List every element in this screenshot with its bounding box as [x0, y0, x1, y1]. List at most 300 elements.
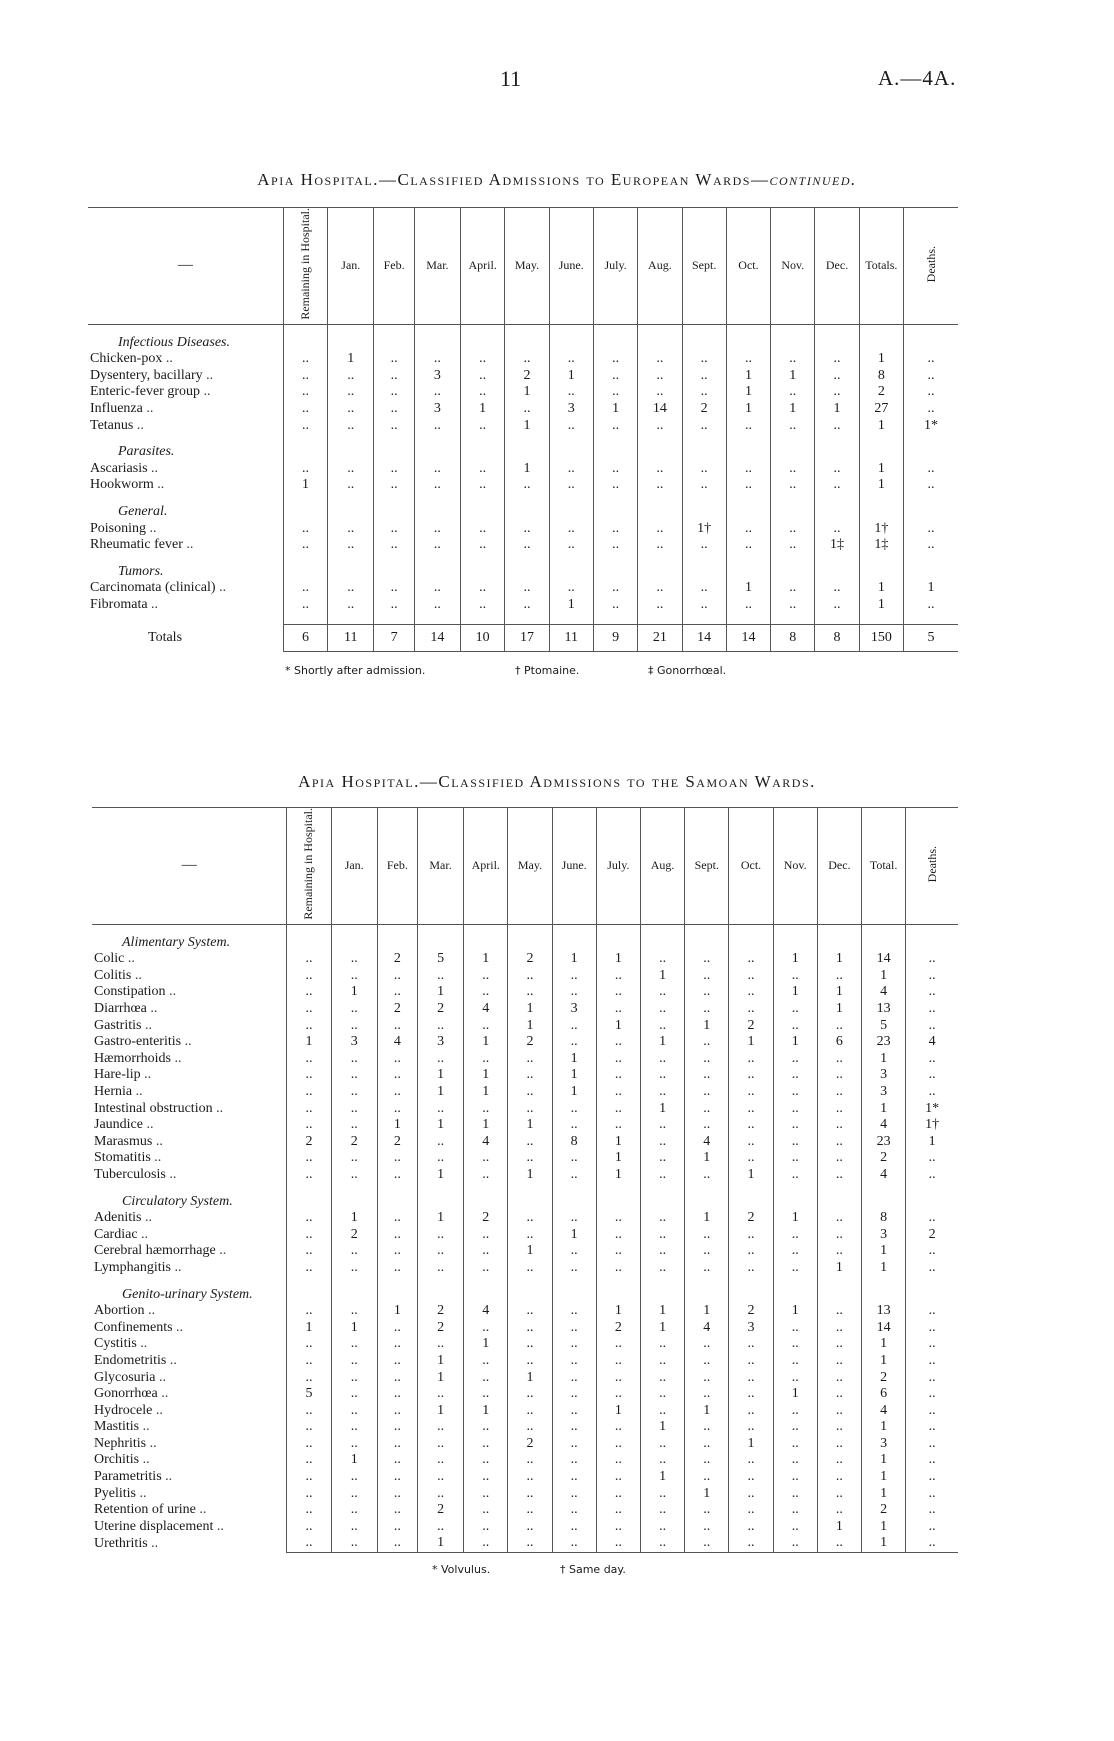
- totals-cell: 11: [549, 624, 593, 651]
- table-cell: ..: [817, 1210, 861, 1227]
- table-row: [92, 1227, 958, 1244]
- table-cell: 1: [817, 1260, 861, 1277]
- table-cell: 5: [287, 1386, 331, 1403]
- row-label: Gastritis ..: [94, 1017, 152, 1033]
- column-header: [726, 208, 770, 325]
- table-cell: 1: [508, 1370, 552, 1387]
- table-cell: 1: [862, 968, 906, 985]
- table-cell: ..: [815, 461, 859, 478]
- table-cell: 1: [773, 984, 817, 1001]
- column-header: [638, 208, 682, 325]
- table-cell: 1: [862, 1469, 906, 1486]
- table-cell: ..: [287, 1469, 331, 1486]
- table-cell: 2: [377, 951, 417, 968]
- table-cell: ..: [283, 368, 327, 385]
- table-cell: ..: [729, 1150, 773, 1167]
- table-cell: ..: [682, 418, 726, 435]
- table-cell: ..: [906, 1502, 958, 1519]
- table-cell: ..: [773, 1018, 817, 1035]
- table-cell: ..: [331, 1353, 377, 1370]
- table-row: [92, 1084, 958, 1101]
- row-label: Diarrhœa ..: [94, 1001, 158, 1017]
- table-cell: ..: [287, 1353, 331, 1370]
- section-heading-row: [88, 504, 958, 521]
- row-label: Hydrocele ..: [94, 1402, 163, 1418]
- spacer-row: [92, 924, 958, 935]
- row-label: Orchitis ..: [94, 1452, 150, 1468]
- table-cell: 1: [596, 1167, 640, 1184]
- table-cell: ..: [464, 1436, 508, 1453]
- table-cell: 1: [596, 1134, 640, 1151]
- table-cell: ..: [552, 1210, 596, 1227]
- totals-label: Totals: [148, 629, 183, 645]
- table-cell: ..: [414, 537, 460, 554]
- table-cell: ..: [596, 1486, 640, 1503]
- table-cell: ..: [729, 1336, 773, 1353]
- table-cell: ..: [640, 1370, 684, 1387]
- table-cell: 1: [640, 1101, 684, 1118]
- table-cell: ..: [729, 1502, 773, 1519]
- spacer-row: [92, 1277, 958, 1287]
- table-cell: ..: [906, 1452, 958, 1469]
- column-header: [640, 808, 684, 925]
- table-cell: ..: [640, 1150, 684, 1167]
- table-row: [92, 1101, 958, 1118]
- table-cell: ..: [464, 1101, 508, 1118]
- table-cell: 1: [417, 1210, 463, 1227]
- table-cell: 4: [862, 1167, 906, 1184]
- column-header: [287, 808, 331, 925]
- column-header: [596, 808, 640, 925]
- table-cell: 1: [862, 1419, 906, 1436]
- table-cell: ..: [331, 1436, 377, 1453]
- table-cell: ..: [596, 968, 640, 985]
- row-label: Hookworm ..: [90, 477, 165, 493]
- table-cell: ..: [726, 418, 770, 435]
- table-cell: ..: [729, 1452, 773, 1469]
- table-cell: ..: [817, 1243, 861, 1260]
- table-cell: ..: [283, 401, 327, 418]
- table-cell: 1: [817, 1001, 861, 1018]
- table-cell: ..: [552, 1101, 596, 1118]
- table-cell: ..: [331, 1303, 377, 1320]
- table-cell: ..: [906, 1051, 958, 1068]
- table-cell: 2: [287, 1134, 331, 1151]
- section-heading-circulatory-system: Circulatory System.: [122, 1193, 233, 1209]
- table-cell: ..: [817, 1067, 861, 1084]
- table-cell: ..: [815, 580, 859, 597]
- table-cell: 1†: [906, 1117, 958, 1134]
- table-cell: 3: [729, 1320, 773, 1337]
- table-cell: ..: [287, 1243, 331, 1260]
- table-cell: ..: [685, 1386, 729, 1403]
- table-cell: ..: [414, 477, 460, 494]
- table-cell: ..: [508, 1519, 552, 1536]
- table-cell: ..: [287, 1227, 331, 1244]
- table-cell: 4: [685, 1320, 729, 1337]
- table-cell: ..: [552, 1034, 596, 1051]
- section-heading-row: [88, 564, 958, 581]
- column-header: [815, 208, 859, 325]
- table-cell: ..: [773, 1260, 817, 1277]
- totals-row: [88, 624, 958, 651]
- table-cell: ..: [638, 580, 682, 597]
- table-cell: 4: [464, 1134, 508, 1151]
- table-cell: ..: [685, 1353, 729, 1370]
- table-cell: 2: [862, 1150, 906, 1167]
- table-cell: 1: [508, 1001, 552, 1018]
- row-label: Retention of urine ..: [94, 1502, 207, 1518]
- table-cell: ..: [640, 1134, 684, 1151]
- table-cell: 3: [549, 401, 593, 418]
- table-cell: ..: [508, 1101, 552, 1118]
- table-cell: ..: [287, 1436, 331, 1453]
- table-cell: ..: [331, 1419, 377, 1436]
- table-cell: 2: [417, 1320, 463, 1337]
- table-cell: ..: [552, 1403, 596, 1420]
- table-cell: 8: [859, 368, 903, 385]
- table-cell: ..: [817, 1134, 861, 1151]
- table-cell: ..: [817, 1018, 861, 1035]
- row-label: Dysentery, bacillary ..: [90, 367, 214, 383]
- table-cell: ..: [328, 384, 374, 401]
- table-cell: 1: [862, 1243, 906, 1260]
- totals-cell: 8: [815, 624, 859, 651]
- column-header-label: July.: [607, 858, 630, 873]
- table-cell: ..: [906, 984, 958, 1001]
- page-number: 11: [500, 66, 522, 91]
- table-cell: ..: [549, 580, 593, 597]
- table-cell: ..: [729, 984, 773, 1001]
- table-row: [88, 521, 958, 538]
- table-cell: ..: [593, 368, 637, 385]
- column-header: [817, 808, 861, 925]
- section-heading-row: [92, 1287, 958, 1304]
- table-cell: ..: [906, 1386, 958, 1403]
- table-cell: 14: [638, 401, 682, 418]
- table-cell: 3: [862, 1084, 906, 1101]
- column-header-label: Jan.: [344, 858, 364, 873]
- column-header: [374, 208, 414, 325]
- table-cell: ..: [773, 968, 817, 985]
- table-cell: ..: [552, 1436, 596, 1453]
- table-cell: ..: [640, 1353, 684, 1370]
- row-label: Chicken-pox ..: [90, 351, 173, 367]
- table-cell: ..: [464, 1260, 508, 1277]
- table-cell: ..: [906, 1243, 958, 1260]
- samoan-footnote-1: * Volvulus.: [432, 1563, 491, 1576]
- table-cell: 1: [859, 351, 903, 368]
- table-cell: 3: [417, 1034, 463, 1051]
- table-cell: ..: [638, 368, 682, 385]
- table-row: [88, 368, 958, 385]
- table-cell: 4: [685, 1134, 729, 1151]
- table-cell: ..: [773, 1051, 817, 1068]
- table-cell: ..: [331, 1067, 377, 1084]
- table-cell: 1: [817, 1519, 861, 1536]
- table-row: [92, 1419, 958, 1436]
- table-cell: ..: [374, 368, 414, 385]
- table-cell: 1: [596, 1018, 640, 1035]
- table-cell: ..: [508, 1403, 552, 1420]
- table-row: [92, 1001, 958, 1018]
- table-cell: ..: [904, 477, 959, 494]
- table-cell: ..: [906, 1150, 958, 1167]
- table-cell: ..: [771, 477, 815, 494]
- table-cell: ..: [817, 968, 861, 985]
- table-cell: 1: [862, 1452, 906, 1469]
- table-cell: ..: [682, 351, 726, 368]
- table-cell: ..: [331, 1502, 377, 1519]
- table-cell: ..: [640, 1535, 684, 1552]
- table-cell: ..: [287, 1067, 331, 1084]
- table-row: [88, 537, 958, 554]
- row-label: Pyelitis ..: [94, 1485, 147, 1501]
- table-cell: ..: [287, 1452, 331, 1469]
- table-cell: 4: [377, 1034, 417, 1051]
- table-cell: ..: [374, 521, 414, 538]
- table-cell: ..: [773, 1117, 817, 1134]
- table-row: [92, 1210, 958, 1227]
- table-cell: ..: [771, 580, 815, 597]
- table-cell: 3: [862, 1067, 906, 1084]
- table-cell: ..: [640, 1486, 684, 1503]
- row-label: Colitis ..: [94, 967, 142, 983]
- table-cell: ..: [331, 1051, 377, 1068]
- table-cell: ..: [508, 984, 552, 1001]
- table-cell: 1: [464, 1084, 508, 1101]
- table-cell: ..: [906, 1018, 958, 1035]
- column-header: [461, 208, 505, 325]
- table-cell: ..: [773, 1243, 817, 1260]
- table-cell: ..: [549, 384, 593, 401]
- column-header: [283, 208, 327, 325]
- row-label: Mastitis ..: [94, 1419, 150, 1435]
- table-cell: ..: [287, 1150, 331, 1167]
- table-cell: ..: [287, 1101, 331, 1118]
- table-cell: 1: [859, 418, 903, 435]
- table-cell: 1: [685, 1018, 729, 1035]
- table-cell: 1: [417, 984, 463, 1001]
- table-cell: 14: [862, 951, 906, 968]
- table-cell: ..: [640, 1452, 684, 1469]
- table-cell: 1: [773, 1386, 817, 1403]
- table-cell: ..: [596, 1243, 640, 1260]
- table-cell: ..: [817, 1101, 861, 1118]
- table-cell: 1†: [682, 521, 726, 538]
- table-cell: 1: [417, 1067, 463, 1084]
- table-cell: ..: [461, 521, 505, 538]
- table-cell: 3: [552, 1001, 596, 1018]
- totals-cell: 150: [859, 624, 903, 651]
- table-cell: ..: [596, 1101, 640, 1118]
- table-cell: ..: [729, 1001, 773, 1018]
- table-cell: 13: [862, 1303, 906, 1320]
- table-cell: 1: [552, 1067, 596, 1084]
- table-cell: ..: [287, 984, 331, 1001]
- column-header-label: Sept.: [691, 258, 717, 273]
- table-cell: ..: [508, 1134, 552, 1151]
- table-cell: ..: [904, 521, 959, 538]
- table-cell: 1: [417, 1403, 463, 1420]
- table-cell: ..: [685, 1117, 729, 1134]
- row-label: Nephritis ..: [94, 1435, 157, 1451]
- table-cell: ..: [508, 1452, 552, 1469]
- table-cell: 2: [417, 1303, 463, 1320]
- column-header: [859, 208, 903, 325]
- table-cell: ..: [461, 351, 505, 368]
- table-cell: ..: [374, 477, 414, 494]
- table-cell: 2: [505, 368, 549, 385]
- table-cell: ..: [815, 368, 859, 385]
- table-cell: ..: [508, 1502, 552, 1519]
- row-label: Marasmus ..: [94, 1133, 163, 1149]
- table-cell: ..: [414, 461, 460, 478]
- totals-cell: 21: [638, 624, 682, 651]
- table-cell: ..: [904, 351, 959, 368]
- table-row: [88, 351, 958, 368]
- table-cell: ..: [771, 461, 815, 478]
- table-cell: 1: [377, 1303, 417, 1320]
- table-cell: 1: [461, 401, 505, 418]
- table-cell: ..: [640, 1227, 684, 1244]
- totals-cell: 10: [461, 624, 505, 651]
- table-cell: ..: [817, 1167, 861, 1184]
- table-cell: ..: [906, 1001, 958, 1018]
- column-header: [328, 208, 374, 325]
- table-cell: ..: [417, 1018, 463, 1035]
- table-cell: 1†: [859, 521, 903, 538]
- table-cell: 1: [596, 951, 640, 968]
- table-cell: ..: [464, 1167, 508, 1184]
- table-cell: ..: [461, 477, 505, 494]
- table-cell: ..: [815, 384, 859, 401]
- section-heading-genito-urinary-system: Genito-urinary System.: [122, 1286, 253, 1302]
- table-cell: ..: [461, 597, 505, 614]
- table-row: [92, 1370, 958, 1387]
- table-cell: ..: [331, 1370, 377, 1387]
- table-cell: ..: [773, 1067, 817, 1084]
- table-cell: ..: [464, 1243, 508, 1260]
- samoan-wards-table: [92, 807, 958, 1553]
- table-row: [92, 1320, 958, 1337]
- table-cell: 2: [906, 1227, 958, 1244]
- table-cell: ..: [904, 597, 959, 614]
- table-cell: 8: [862, 1210, 906, 1227]
- column-header-label: Jan.: [341, 258, 361, 273]
- table-cell: ..: [682, 597, 726, 614]
- table-cell: ..: [417, 1243, 463, 1260]
- table-cell: 1: [862, 1486, 906, 1503]
- table-cell: ..: [287, 1018, 331, 1035]
- table-cell: 1: [859, 597, 903, 614]
- table-cell: ..: [817, 1436, 861, 1453]
- table-cell: ..: [638, 384, 682, 401]
- table-cell: 1: [726, 580, 770, 597]
- table-cell: ..: [331, 1486, 377, 1503]
- table-cell: 1: [640, 1303, 684, 1320]
- column-header: [729, 808, 773, 925]
- table-cell: ..: [464, 1370, 508, 1387]
- table-cell: ..: [508, 1419, 552, 1436]
- table-cell: 1: [859, 477, 903, 494]
- table-cell: ..: [640, 1403, 684, 1420]
- table-cell: ..: [773, 1403, 817, 1420]
- row-label: Poisoning ..: [90, 520, 157, 536]
- table-cell: ..: [508, 1150, 552, 1167]
- column-header-label: Nov.: [783, 858, 807, 873]
- row-label: Lymphangitis ..: [94, 1259, 182, 1275]
- table-cell: 1: [287, 1320, 331, 1337]
- table-cell: ..: [549, 461, 593, 478]
- table-cell: ..: [817, 1452, 861, 1469]
- table-cell: ..: [417, 1419, 463, 1436]
- table-cell: ..: [773, 1353, 817, 1370]
- table-cell: ..: [906, 1303, 958, 1320]
- table-cell: 3: [414, 368, 460, 385]
- table-row: [92, 1353, 958, 1370]
- table-cell: ..: [549, 351, 593, 368]
- table-cell: ..: [461, 461, 505, 478]
- table-cell: 1: [464, 1117, 508, 1134]
- table-cell: 1: [817, 951, 861, 968]
- table-cell: ..: [552, 1336, 596, 1353]
- table-cell: ..: [552, 1386, 596, 1403]
- table-cell: 1: [593, 401, 637, 418]
- table-cell: ..: [377, 1067, 417, 1084]
- table-cell: ..: [417, 1386, 463, 1403]
- table-cell: 1: [817, 984, 861, 1001]
- row-label: Constipation ..: [94, 984, 177, 1000]
- table-cell: ..: [904, 384, 959, 401]
- table-cell: ..: [906, 1067, 958, 1084]
- table-cell: ..: [640, 1436, 684, 1453]
- table-cell: ..: [417, 1051, 463, 1068]
- table-cell: ..: [331, 1336, 377, 1353]
- table-cell: ..: [726, 351, 770, 368]
- table-cell: ..: [464, 1227, 508, 1244]
- table-cell: ..: [377, 1452, 417, 1469]
- table-cell: ..: [638, 597, 682, 614]
- table-cell: ..: [638, 351, 682, 368]
- table-cell: ..: [377, 1386, 417, 1403]
- table-cell: ..: [685, 1419, 729, 1436]
- table-cell: 1: [685, 1303, 729, 1320]
- table-cell: ..: [817, 1303, 861, 1320]
- table-cell: 1: [640, 968, 684, 985]
- table-cell: ..: [464, 1519, 508, 1536]
- table-cell: ..: [773, 1370, 817, 1387]
- table-cell: ..: [729, 951, 773, 968]
- table-cell: ..: [640, 1502, 684, 1519]
- table-cell: ..: [906, 1419, 958, 1436]
- table-cell: ..: [508, 1051, 552, 1068]
- table-row: [88, 418, 958, 435]
- table-cell: ..: [552, 1320, 596, 1337]
- table-cell: ..: [328, 537, 374, 554]
- table-cell: 2: [729, 1018, 773, 1035]
- totals-cell: 11: [328, 624, 374, 651]
- table-cell: ..: [287, 968, 331, 985]
- table-row: [92, 1067, 958, 1084]
- european-footnote-1: * Shortly after admission.: [285, 664, 426, 677]
- table-cell: ..: [596, 1260, 640, 1277]
- table-cell: ..: [640, 1210, 684, 1227]
- section-heading-row: [88, 444, 958, 461]
- table-cell: ..: [729, 968, 773, 985]
- table-cell: ..: [508, 1336, 552, 1353]
- table-row: [92, 1303, 958, 1320]
